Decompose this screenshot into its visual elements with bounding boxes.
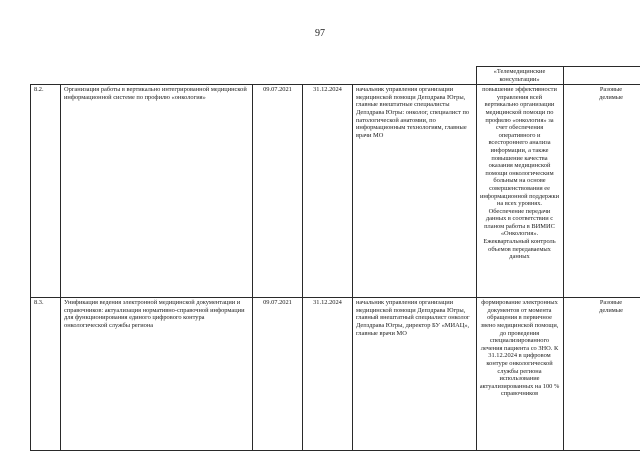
measure-name: Унификация ведения электронной медицинской документации и справочников: актуализация нормативно-справочной информации для функционирования единого цифрового контура онкологической службы региона: [61, 298, 253, 451]
start-date: 09.07.2021: [253, 85, 303, 298]
expected-result: повышение эффективности управления всей вертикально организации медицинской помощи по профилю «онкология» за счет обеспечения оперативного и всестороннего анализа информации, а также повышение качества оказания медицинской помощи онкологическим больным на основе совершенствования ее информационной поддержки на всех уровнях. Обеспечение передачи данных в соответствии с планом работы в ВИМИС «Онкология». Ежеквартальный контроль объемов передаваемых данных: [476, 85, 563, 298]
responsible: начальник управления организации медицинской помощи Депздрава Югры, главные внештатные специалисты Депздрава Югры: онколог, специалист по патологической анатомии, по информационным технологиям, главные врачи МО: [353, 85, 477, 298]
measure-name: Организация работы в вертикально интегрированной медицинской информационной системе по профилю «онкология»: [61, 85, 253, 298]
row-number: 8.2.: [31, 85, 61, 298]
page-number: 97: [315, 28, 325, 39]
responsible: начальник управления организации медицинской помощи Депздрава Югры, главный внештатный специалист онколог Депздрава Югры, директор БУ «МИАЦ», главные врачи МО: [353, 298, 477, 451]
result-type: Разовые делимые: [563, 298, 640, 451]
expected-result: формирование электронных документов от момента обращения в первичное звено медицинской помощи, до проведения специализированного лечения пациента со ЗНО. К 31.12.2024 в цифровом контуре онкологической службы региона использование актуализированных на 100 % справочников: [476, 298, 563, 451]
end-date: 31.12.2024: [303, 298, 353, 451]
result-type: Разовые делимые: [563, 85, 640, 298]
continued-result-cell: «Телемедицинские консультации»: [476, 67, 563, 85]
measures-table: [30, 66, 640, 451]
table-row: [31, 298, 640, 451]
end-date: 31.12.2024: [303, 85, 353, 298]
start-date: 09.07.2021: [253, 298, 303, 451]
table-continuation-row: [31, 67, 640, 85]
row-number: 8.3.: [31, 298, 61, 451]
table-row: [31, 85, 640, 298]
